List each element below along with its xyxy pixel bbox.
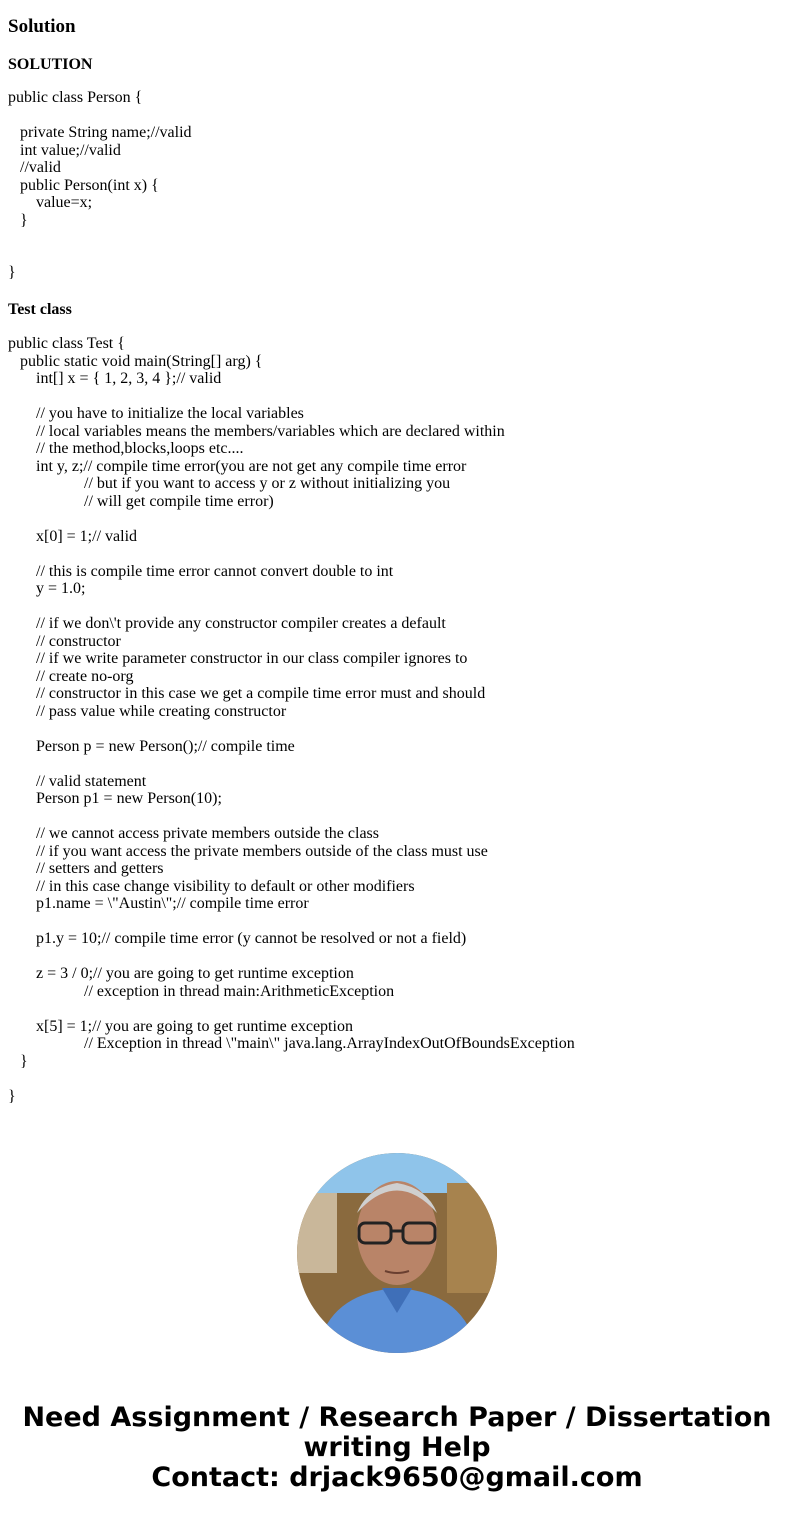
- promo-line-2: writing Help: [303, 1432, 491, 1463]
- solution-heading: SOLUTION: [8, 56, 93, 73]
- promo-line-1: Need Assignment / Research Paper / Dissertation: [22, 1402, 772, 1433]
- promo-contact: Contact: drjack9650@gmail.com: [151, 1462, 643, 1493]
- test-class-code: public class Test { public static void main(String[] arg) { int[] x = { 1, 2, 3, 4 };// valid // you have to initialize the local variables // local variables means the members/variables which are declared within // the method,blocks,loops etc.... int y, z;// compile time error(you are not get any compile time error // but if you want to access y or z without initializing you // will get compile time error) x[0] = 1;// valid // this is compile time error cannot convert double to int y = 1.0; // if we don\'t provide any constructor compiler creates a default // constructor // if we write parameter constructor in our class compiler ignores to // create no-org // constructor in this case we get a compile time error must and should // pass value while creating constructor Person p = new Person();// compile time // valid statement Person p1 = new Person(10); // we cannot access private members outside the class // if you want access the private members outside of the class must use // setters and getters // in this case change visibility to default or other modifiers p1.name = \"Austin\";// compile time error p1.y = 10;// compile time error (y cannot be resolved or not a field) z = 3 / 0;// you are going to get runtime exception // exception in thread main:ArithmeticException x[5] = 1;// you are going to get runtime exception // Exception in thread \"main\" java.lang.ArrayIndexOutOfBoundsException } }: [8, 335, 575, 1105]
- promo-banner: [0, 1403, 794, 1493]
- author-photo: [297, 1153, 497, 1353]
- person-class-code: public class Person { private String name;//valid int value;//valid //valid public Person(int x) { value=x; } }: [8, 89, 192, 281]
- page-title: Solution: [8, 16, 76, 37]
- test-class-heading: Test class: [8, 301, 72, 318]
